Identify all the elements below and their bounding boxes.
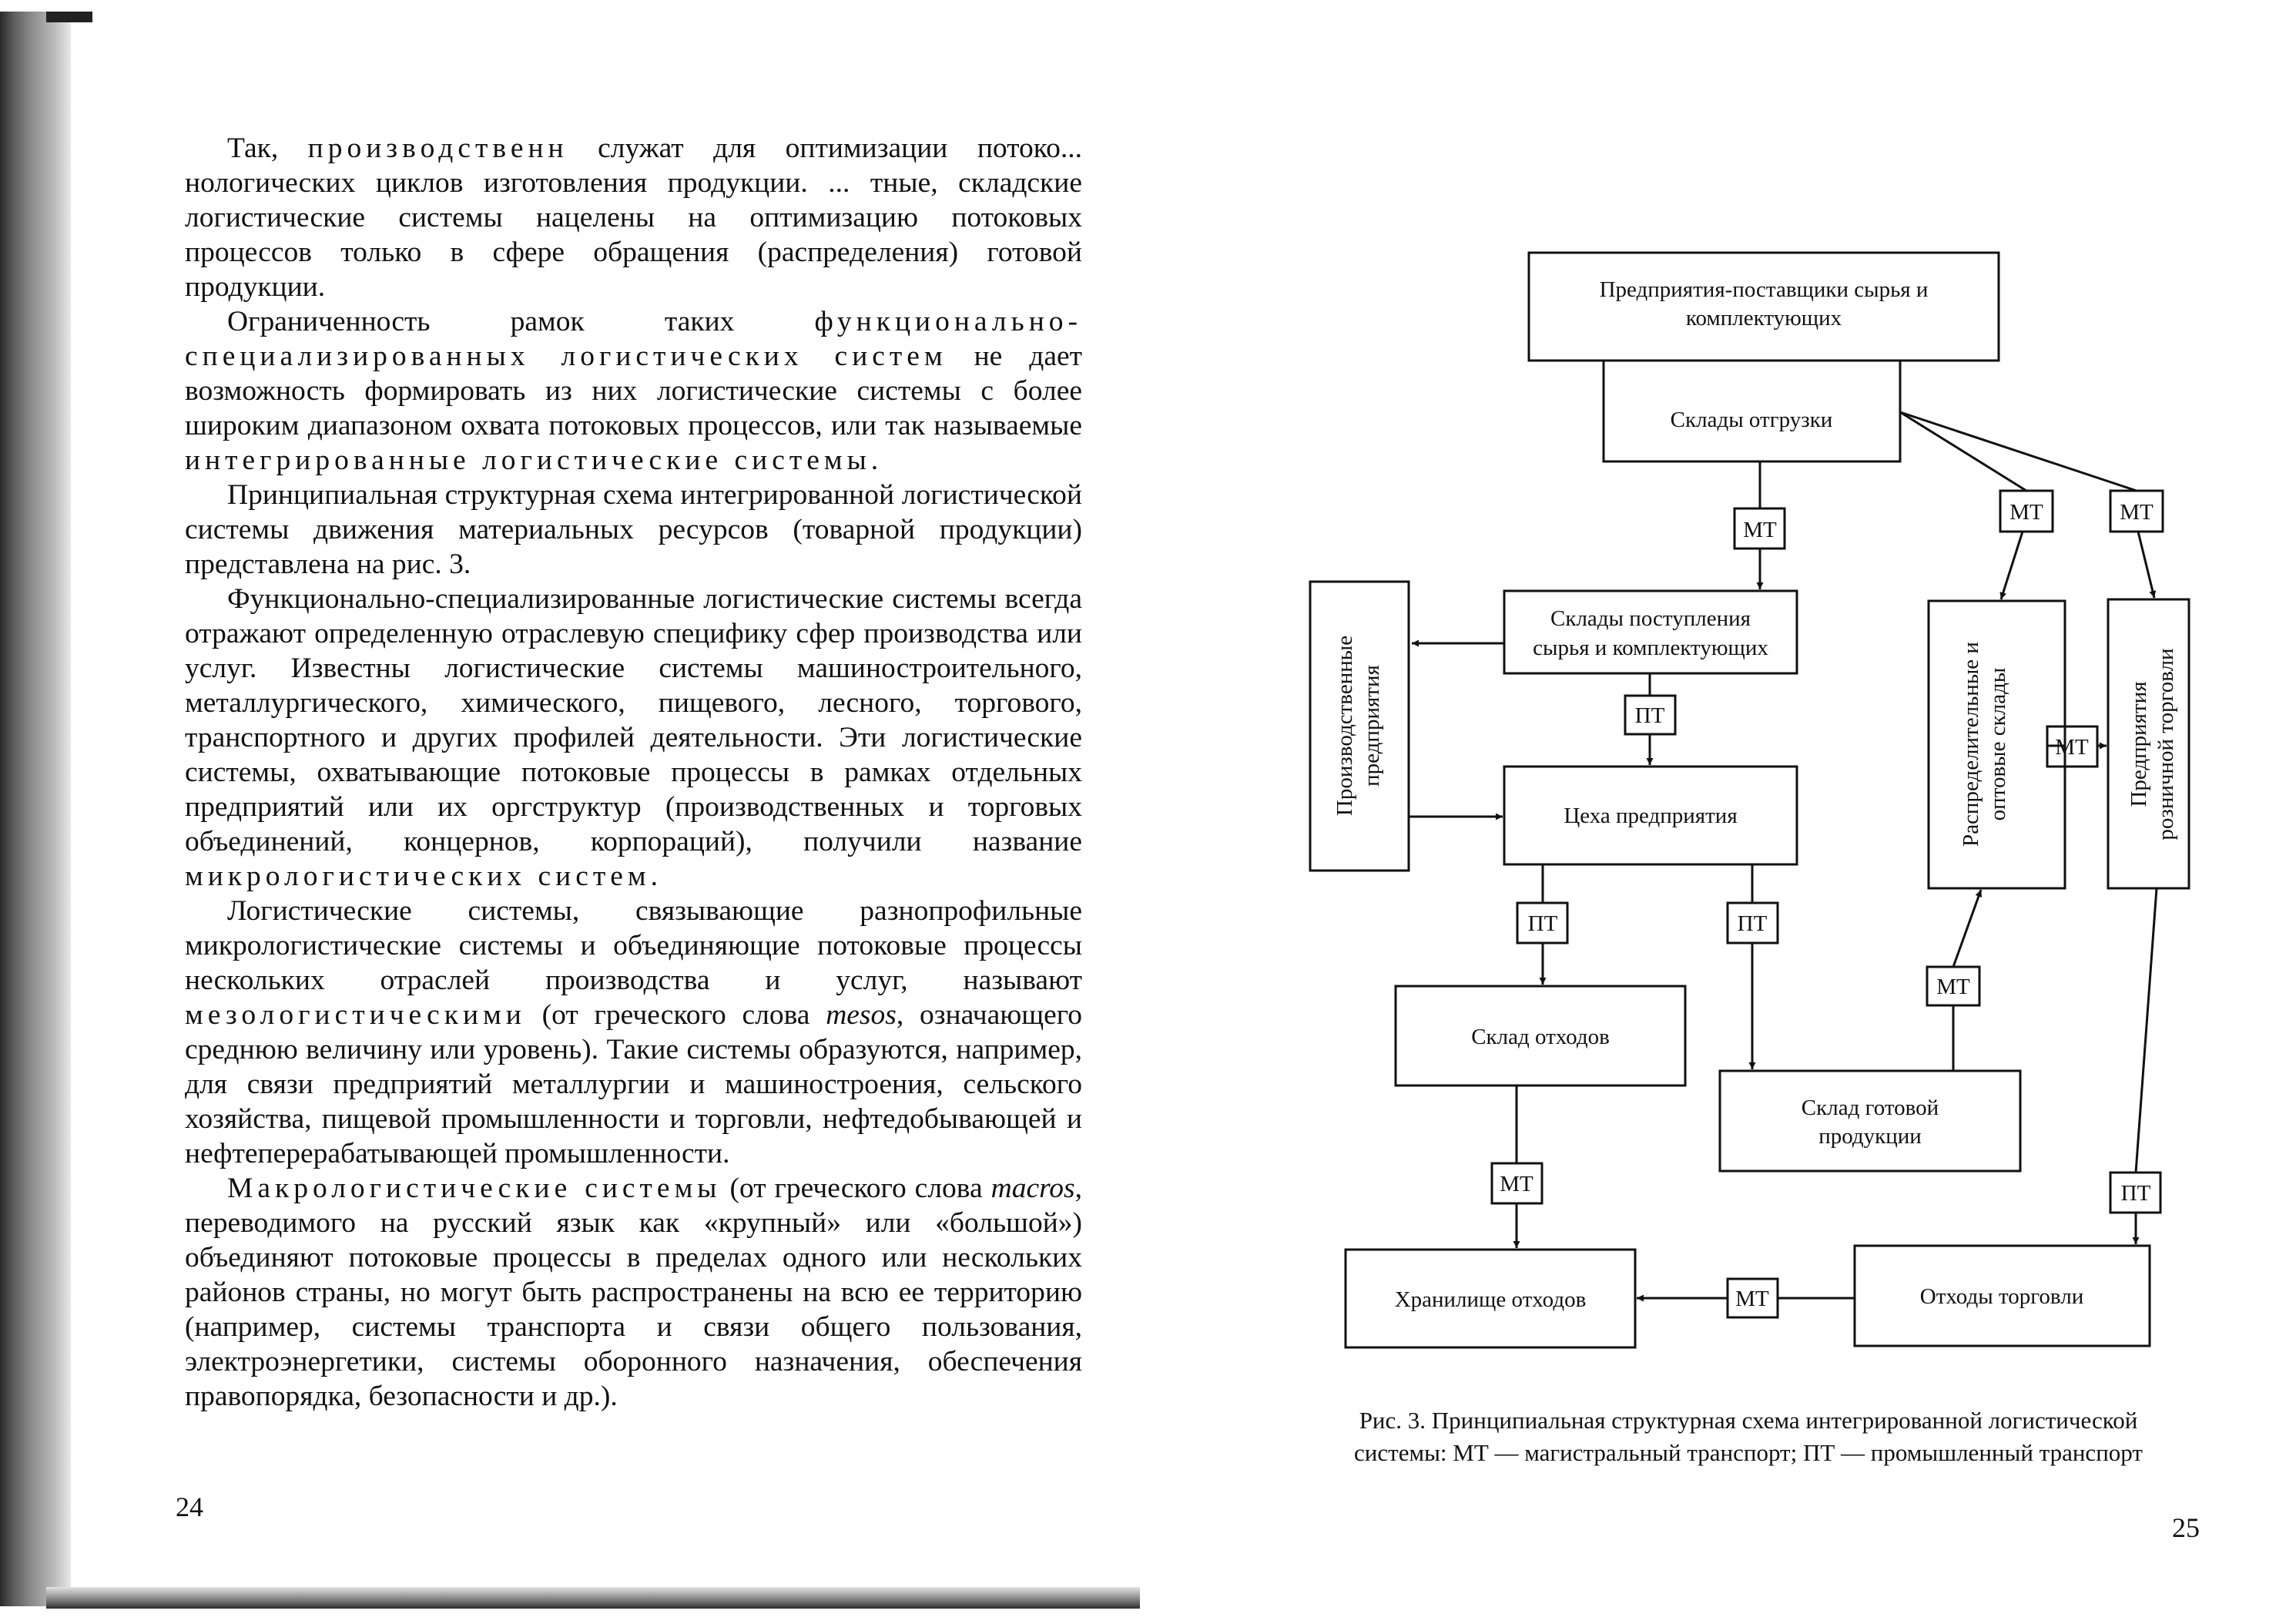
production-label-2: предприятия — [1359, 665, 1384, 787]
text-run: . — [870, 445, 879, 476]
retail-label-2: розничной торговли — [2154, 648, 2178, 841]
shipping-warehouses-label: Склады отгрузки — [1670, 408, 1833, 432]
text-run: (от греческого слова — [721, 1173, 991, 1204]
suppliers-label-1: Предприятия-поставщики сырья и — [1599, 277, 1929, 302]
finished-goods-label-2: продукции — [1818, 1124, 1922, 1149]
text-run: Принципиальная структурная схема интегрированной логистической системы движения материальных ресурсов (товарной продукции) представлена на рис. 3. — [185, 479, 1082, 580]
pt-label: ПТ — [1737, 911, 1768, 936]
text-run: , переводимого на русский язык как «крупный» или «большой») объединяют потоковые процессы в пределах одного или нескольких районов страны, но могут быть распространены на всю ее территорию (например, системы транспорта и связи общего пользования, электроэнергетики, системы оборонного назначения, обеспечения правопорядка, безопасности и др.). — [185, 1173, 1083, 1412]
text-run: (от греческого слова — [525, 999, 826, 1031]
text-run: служат для оптимизации потоко... нологических циклов изготовления продукции. ... тные, складские логистические системы нацелены на оптимизацию потоковых процессов только в сфере обращения (распределения) готовой продукции. — [185, 133, 1082, 303]
spaced-term: микрологистических систем — [185, 861, 651, 892]
receiving-warehouses-box — [1504, 591, 1797, 673]
pt-label: ПТ — [2120, 1181, 2151, 1206]
text-run: Функционально-специализированные логистические системы всегда отражают определенную отраслевую специфику сфер производства или услуг. Известны логистические системы машиностроительного, металлургического, химического, пищевого, лесного, торгового, транспортного и других профилей деятельности. Эти логистические системы, охватывающие потоковые процессы в рамках отдельных предприятий или их оргструктур (производственных и торговых объединений, концернов, корпораций), получили название — [185, 583, 1082, 857]
text-run: Логистические системы, связывающие разнопрофильные микрологистические системы и объединяющие потоковые процессы нескольких отраслей производства и услуг, называют — [185, 895, 1082, 996]
trade-waste-label: Отходы торговли — [1919, 1284, 2084, 1309]
spaced-term: Макрологистические системы — [227, 1173, 722, 1204]
spaced-term: функционально-специализированных логистических систем — [185, 306, 1082, 372]
italic-term: mesos — [826, 999, 897, 1031]
mt-label: МТ — [2120, 500, 2154, 525]
finished-goods-label-1: Склад готовой — [1801, 1096, 1939, 1120]
pt-label: ПТ — [1527, 911, 1558, 936]
figure-caption — [1294, 1404, 2203, 1469]
production-label-1: Производственные — [1332, 635, 1357, 817]
waste-storage-label: Хранилище отходов — [1394, 1287, 1587, 1312]
mt-label: МТ — [2055, 735, 2089, 760]
spaced-term: интегрированные логистические системы — [185, 445, 871, 476]
caption-line-2: системы: МТ — магистральный транспорт; ПТ — промышленный транспорт — [1354, 1439, 2143, 1466]
text-run: . — [650, 861, 659, 892]
right-page-number: 25 — [2172, 1512, 2200, 1543]
suppliers-label-2: комплектующих — [1685, 306, 1842, 331]
distribution-label-1: Распределительные и — [1959, 642, 1983, 847]
italic-term: macros — [990, 1173, 1075, 1204]
spaced-term: производственн — [307, 133, 568, 164]
text-run: Так, — [227, 133, 308, 164]
receiving-label-1: Склады поступления — [1550, 606, 1751, 631]
left-page-number: 24 — [176, 1491, 203, 1522]
pt-label: ПТ — [1634, 703, 1665, 728]
retail-label-1: Предприятия — [2127, 681, 2151, 807]
spaced-term: мезологистическими — [185, 999, 526, 1031]
text-run: не дает возможность формировать из них логистические системы с более широким диапазоном охвата потоковых процессов, или так называемые — [185, 341, 1083, 441]
waste-warehouse-label: Склад отходов — [1471, 1025, 1610, 1049]
mt-label: МТ — [1936, 975, 1970, 999]
mt-label: МТ — [1743, 518, 1777, 542]
text-run: , означающего среднюю величину или уровень). Такие системы образуются, например, для связи предприятий металлургии и машиностроения, сельского хозяйства, пищевой промышленности и торговли, нефтедобывающей и нефтеперерабатывающей промышленности. — [185, 999, 1083, 1169]
distribution-label-2: оптовые склады — [1986, 667, 2010, 821]
mt-label: МТ — [1735, 1287, 1769, 1311]
mt-label: МТ — [2009, 500, 2043, 525]
text-run: Ограниченность рамок таких — [227, 306, 815, 337]
receiving-label-2: сырья и комплектующих — [1533, 636, 1768, 660]
caption-line-1: Рис. 3. Принципиальная структурная схема интегрированной логистической — [1359, 1407, 2138, 1434]
finished-goods-warehouse-box — [1720, 1071, 2020, 1171]
mt-label: МТ — [1500, 1172, 1533, 1196]
workshops-label: Цеха предприятия — [1564, 804, 1738, 828]
